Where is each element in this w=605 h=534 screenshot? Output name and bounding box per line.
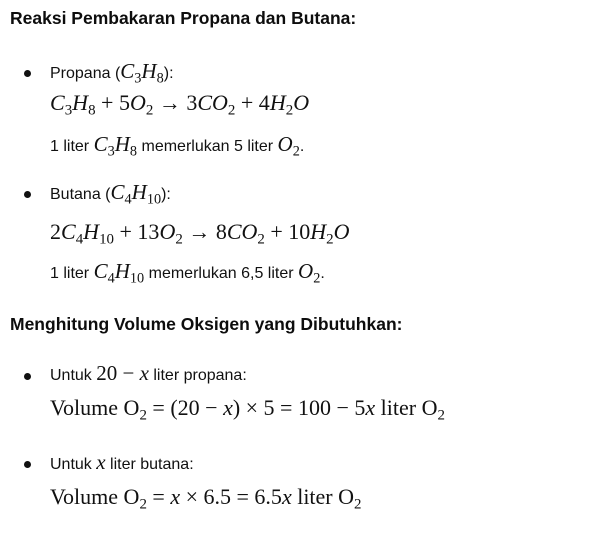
propana-volume-equation: Volume $O_2 = (20 - x) \times 5 = 100 - 5x$ liter $O_2$ (50, 395, 445, 424)
propana-label-close: ): (163, 65, 174, 82)
butana-note-formula: $C_4H_{10}$ (93, 259, 145, 287)
propana-volume-label: Untuk 20 − x liter propana: (50, 361, 247, 385)
propana-formula: $C_3H_8$ (120, 59, 164, 87)
butana-label-text: Butana ( (50, 186, 111, 203)
bullet-icon (24, 461, 31, 468)
butana-formula: $C_4H_{10}$ (110, 180, 162, 208)
propana-note-pre: 1 liter (50, 138, 94, 155)
propana-note-end: . (299, 138, 305, 155)
item2-label-post: liter butana: (105, 456, 194, 473)
bullet-icon (24, 70, 31, 77)
propana-label (50, 59, 174, 87)
butana-volume-label: Untuk x liter butana: (50, 450, 194, 474)
propana-note (50, 132, 305, 160)
propana-label-text: Propana ( (50, 65, 121, 82)
butana-note-end: . (320, 265, 325, 282)
bullet-icon (24, 373, 31, 380)
butana-note-pre: 1 liter (50, 265, 94, 282)
section-heading-oxygen-volume: Menghitung Volume Oksigen yang Dibutuhkan: (10, 314, 403, 334)
butana-equation: $2C_4H_{10} + 13O_2 \to 8CO_2 + 10H_2O$ (50, 219, 350, 248)
butana-volume-equation: Volume $O_2 = x \times 6.5 = 6.5x$ liter $O_2$ (50, 484, 362, 513)
propana-note-mid: memerlukan 5 liter (137, 138, 278, 155)
item2-label-pre: Untuk (50, 456, 97, 473)
butana-note (50, 259, 325, 287)
item1-label-pre: Untuk (50, 367, 97, 384)
section-heading-reactions: Reaksi Pembakaran Propana dan Butana: (10, 8, 357, 28)
bullet-icon (24, 191, 31, 198)
oxygen-formula: $O_2$ (277, 132, 300, 160)
butana-label (50, 180, 171, 208)
propana-equation: $C_3H_8 + 5O_2 \to 3CO_2 + 4H_2O$ (50, 90, 310, 119)
item1-label-post: liter propana: (148, 367, 247, 384)
oxygen-formula: $O_2$ (298, 259, 321, 287)
butana-note-mid: memerlukan 6,5 liter (144, 265, 299, 282)
propana-note-formula: $C_3H_8$ (93, 132, 138, 160)
butana-label-close: ): (161, 186, 171, 203)
